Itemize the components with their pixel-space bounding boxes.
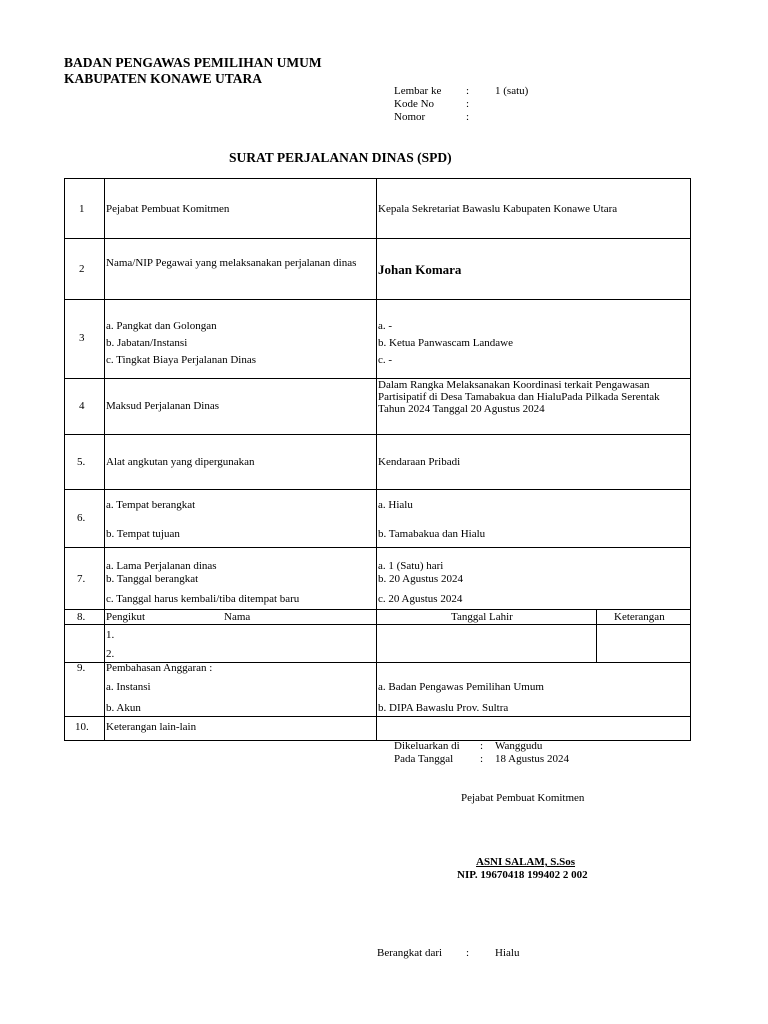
row7-b-value: b. 20 Agustus 2024 — [378, 573, 463, 585]
row7-a-value: a. 1 (Satu) hari — [378, 560, 444, 572]
meta-lembar-label: Lembar ke — [394, 85, 442, 97]
row6-number: 6. — [77, 512, 86, 524]
row1-value: Kepala Sekretariat Bawaslu Kabupaten Konawe Utara — [378, 203, 618, 215]
row1-number: 1 — [79, 203, 85, 215]
issued-place-label: Dikeluarkan di — [394, 740, 460, 752]
row10-number: 10. — [75, 721, 89, 733]
row8-item2: 2. — [106, 648, 115, 660]
row7-number: 7. — [77, 573, 86, 585]
row3-a-value: a. - — [378, 320, 393, 332]
departure-value: Hialu — [495, 947, 520, 959]
issued-place-value: Wanggudu — [495, 740, 543, 752]
row9-a-label: a. Instansi — [106, 681, 151, 693]
meta-lembar-sep: : — [466, 85, 470, 97]
row2-label: Nama/NIP Pegawai yang melaksanakan perjalanan dinas — [106, 257, 357, 269]
row3-a-label: a. Pangkat dan Golongan — [106, 320, 217, 332]
meta-lembar-value: 1 (satu) — [495, 85, 529, 97]
row4-number: 4 — [79, 400, 85, 412]
row4-label: Maksud Perjalanan Dinas — [106, 400, 220, 412]
departure-sep: : — [466, 947, 470, 959]
row9-a-value: a. Badan Pengawas Pemilihan Umum — [378, 681, 544, 693]
row3-b-value: b. Ketua Panwascam Landawe — [378, 337, 514, 349]
issued-place-sep: : — [480, 740, 484, 752]
org-name-line1: BADAN PENGAWAS PEMILIHAN UMUM — [64, 55, 322, 70]
row9-b-label: b. Akun — [106, 702, 141, 714]
meta-nomor-label: Nomor — [394, 111, 426, 123]
row8-item1: 1. — [106, 629, 115, 641]
row1-label: Pejabat Pembuat Komitmen — [106, 203, 230, 215]
row7-c-value: c. 20 Agustus 2024 — [378, 593, 463, 605]
row3-number: 3 — [79, 332, 85, 344]
row5-value: Kendaraan Pribadi — [378, 456, 461, 468]
row6-a-label: a. Tempat berangkat — [106, 499, 196, 511]
row3-c-value: c. - — [378, 354, 393, 366]
row3-c-label: c. Tingkat Biaya Perjalanan Dinas — [106, 354, 257, 366]
row9-b-value: b. DIPA Bawaslu Prov. Sultra — [378, 702, 509, 714]
row9-label: Pembahasan Anggaran : — [106, 662, 213, 674]
row2-number: 2 — [79, 263, 85, 275]
row8-col-keterangan: Keterangan — [614, 611, 665, 623]
row7-a-label: a. Lama Perjalanan dinas — [106, 560, 217, 572]
row5-number: 5. — [77, 456, 86, 468]
employee-name: Johan Komara — [378, 262, 462, 277]
row8-number: 8. — [77, 611, 86, 623]
row5-label: Alat angkutan yang dipergunakan — [106, 456, 255, 468]
signatory-nip: NIP. 19670418 199402 2 002 — [457, 869, 588, 881]
meta-nomor-sep: : — [466, 111, 470, 123]
issued-date-value: 18 Agustus 2024 — [495, 753, 569, 765]
row8-col-nama: Nama — [224, 611, 251, 623]
row6-a-value: a. Hialu — [378, 499, 413, 511]
row8-label: Pengikut — [106, 611, 146, 623]
row7-c-label: c. Tanggal harus kembali/tiba ditempat baru — [106, 593, 300, 605]
row4-value: Dalam Rangka Melaksanakan Koordinasi terkait Pengawasan Partisipatif di Desa Tamabakua dan HialuPada Pilkada Serentak Tahun 2024 Tanggal 20 Agustus 2024 — [378, 379, 660, 415]
row3-b-label: b. Jabatan/Instansi — [106, 337, 188, 349]
document-title: SURAT PERJALANAN DINAS (SPD) — [229, 150, 452, 165]
signatory-name: ASNI SALAM, S.Sos — [476, 856, 576, 868]
meta-kode-sep: : — [466, 98, 470, 110]
row8-col-tanggal-lahir: Tanggal Lahir — [451, 611, 513, 623]
row6-b-label: b. Tempat tujuan — [106, 528, 180, 540]
issued-date-label: Pada Tanggal — [394, 753, 454, 765]
signatory-role: Pejabat Pembuat Komitmen — [461, 792, 585, 804]
row9-number: 9. — [77, 662, 86, 674]
meta-kode-label: Kode No — [394, 98, 435, 110]
row10-label: Keterangan lain-lain — [106, 721, 197, 733]
row7-b-label: b. Tanggal berangkat — [106, 573, 199, 585]
org-name-line2: KABUPATEN KONAWE UTARA — [64, 71, 263, 86]
row6-b-value: b. Tamabakua dan Hialu — [378, 528, 486, 540]
issued-date-sep: : — [480, 753, 484, 765]
departure-label: Berangkat dari — [377, 947, 443, 959]
